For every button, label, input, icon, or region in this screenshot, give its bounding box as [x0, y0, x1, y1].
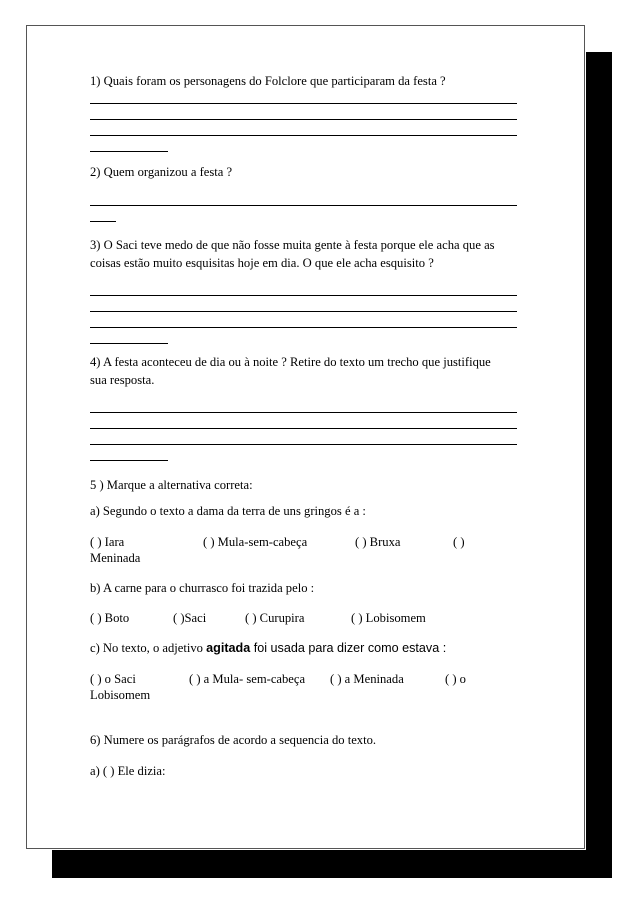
answer-line: [90, 295, 517, 296]
answer-line: [90, 119, 517, 120]
question-3-line-1: 3) O Saci teve medo de que não fosse muita gente à festa porque ele acha que as: [90, 238, 495, 252]
question-3-line-2: coisas estão muito esquisitas hoje em dia. O que ele acha esquisito ?: [90, 256, 434, 270]
question-6: 6) Numere os parágrafos de acordo a sequencia do texto.: [90, 733, 377, 747]
option-mula-sem-cabeca[interactable]: ( ) Mula-sem-cabeça: [203, 535, 308, 549]
question-5c-prompt: [90, 641, 446, 656]
answer-line: [90, 327, 517, 328]
option-a-mula-sem-cabeca[interactable]: ( ) a Mula- sem-cabeça: [189, 672, 306, 686]
answer-line: [90, 428, 517, 429]
answer-line: [90, 412, 517, 413]
answer-line: [90, 151, 168, 152]
page-shadow-bottom: [52, 850, 612, 878]
option-iara[interactable]: ( ) Iara: [90, 535, 125, 549]
answer-line: [90, 135, 517, 136]
option-lobisomem[interactable]: ( ) Lobisomem: [351, 611, 426, 625]
question-1: 1) Quais foram os personagens do Folclore que participaram da festa ?: [90, 74, 446, 88]
option-o-saci[interactable]: ( ) o Saci: [90, 672, 136, 686]
option-a-meninada[interactable]: ( ) a Meninada: [330, 672, 404, 686]
question-4-line-1: 4) A festa aconteceu de dia ou à noite ? Retire do texto um trecho que justifique: [90, 355, 491, 369]
answer-line: [90, 460, 168, 461]
question-5a-prompt: a) Segundo o texto a dama da terra de uns gringos é a :: [90, 504, 366, 518]
worksheet-page: [26, 25, 585, 849]
answer-line: [90, 343, 168, 344]
option-boto[interactable]: ( ) Boto: [90, 611, 130, 625]
option-bruxa[interactable]: ( ) Bruxa: [355, 535, 401, 549]
page-shadow-right: [586, 52, 612, 878]
question-4-line-2: sua resposta.: [90, 373, 155, 387]
answer-line: [90, 444, 517, 445]
option-meninada-checkbox[interactable]: ( ): [453, 535, 465, 549]
answer-line: [90, 205, 517, 206]
answer-line: [90, 221, 116, 222]
answer-line: [90, 311, 517, 312]
option-saci[interactable]: ( )Saci: [173, 611, 207, 625]
option-meninada-label: Meninada: [90, 551, 141, 565]
question-6a[interactable]: a) ( ) Ele dizia:: [90, 764, 166, 778]
question-2: 2) Quem organizou a festa ?: [90, 165, 233, 179]
answer-line: [90, 103, 517, 104]
question-5c-prompt-end: foi usada para dizer como estava :: [250, 641, 447, 655]
question-5: 5 ) Marque a alternativa correta:: [90, 478, 253, 492]
question-5b-prompt: b) A carne para o churrasco foi trazida pelo :: [90, 581, 315, 595]
option-o-lobisomem-label: Lobisomem: [90, 688, 151, 702]
option-curupira[interactable]: ( ) Curupira: [245, 611, 305, 625]
option-o-lobisomem-checkbox[interactable]: ( ) o: [445, 672, 466, 686]
question-5c-prompt-start: c) No texto, o adjetivo: [90, 641, 207, 655]
keyword-agitada: agitada: [206, 641, 251, 655]
